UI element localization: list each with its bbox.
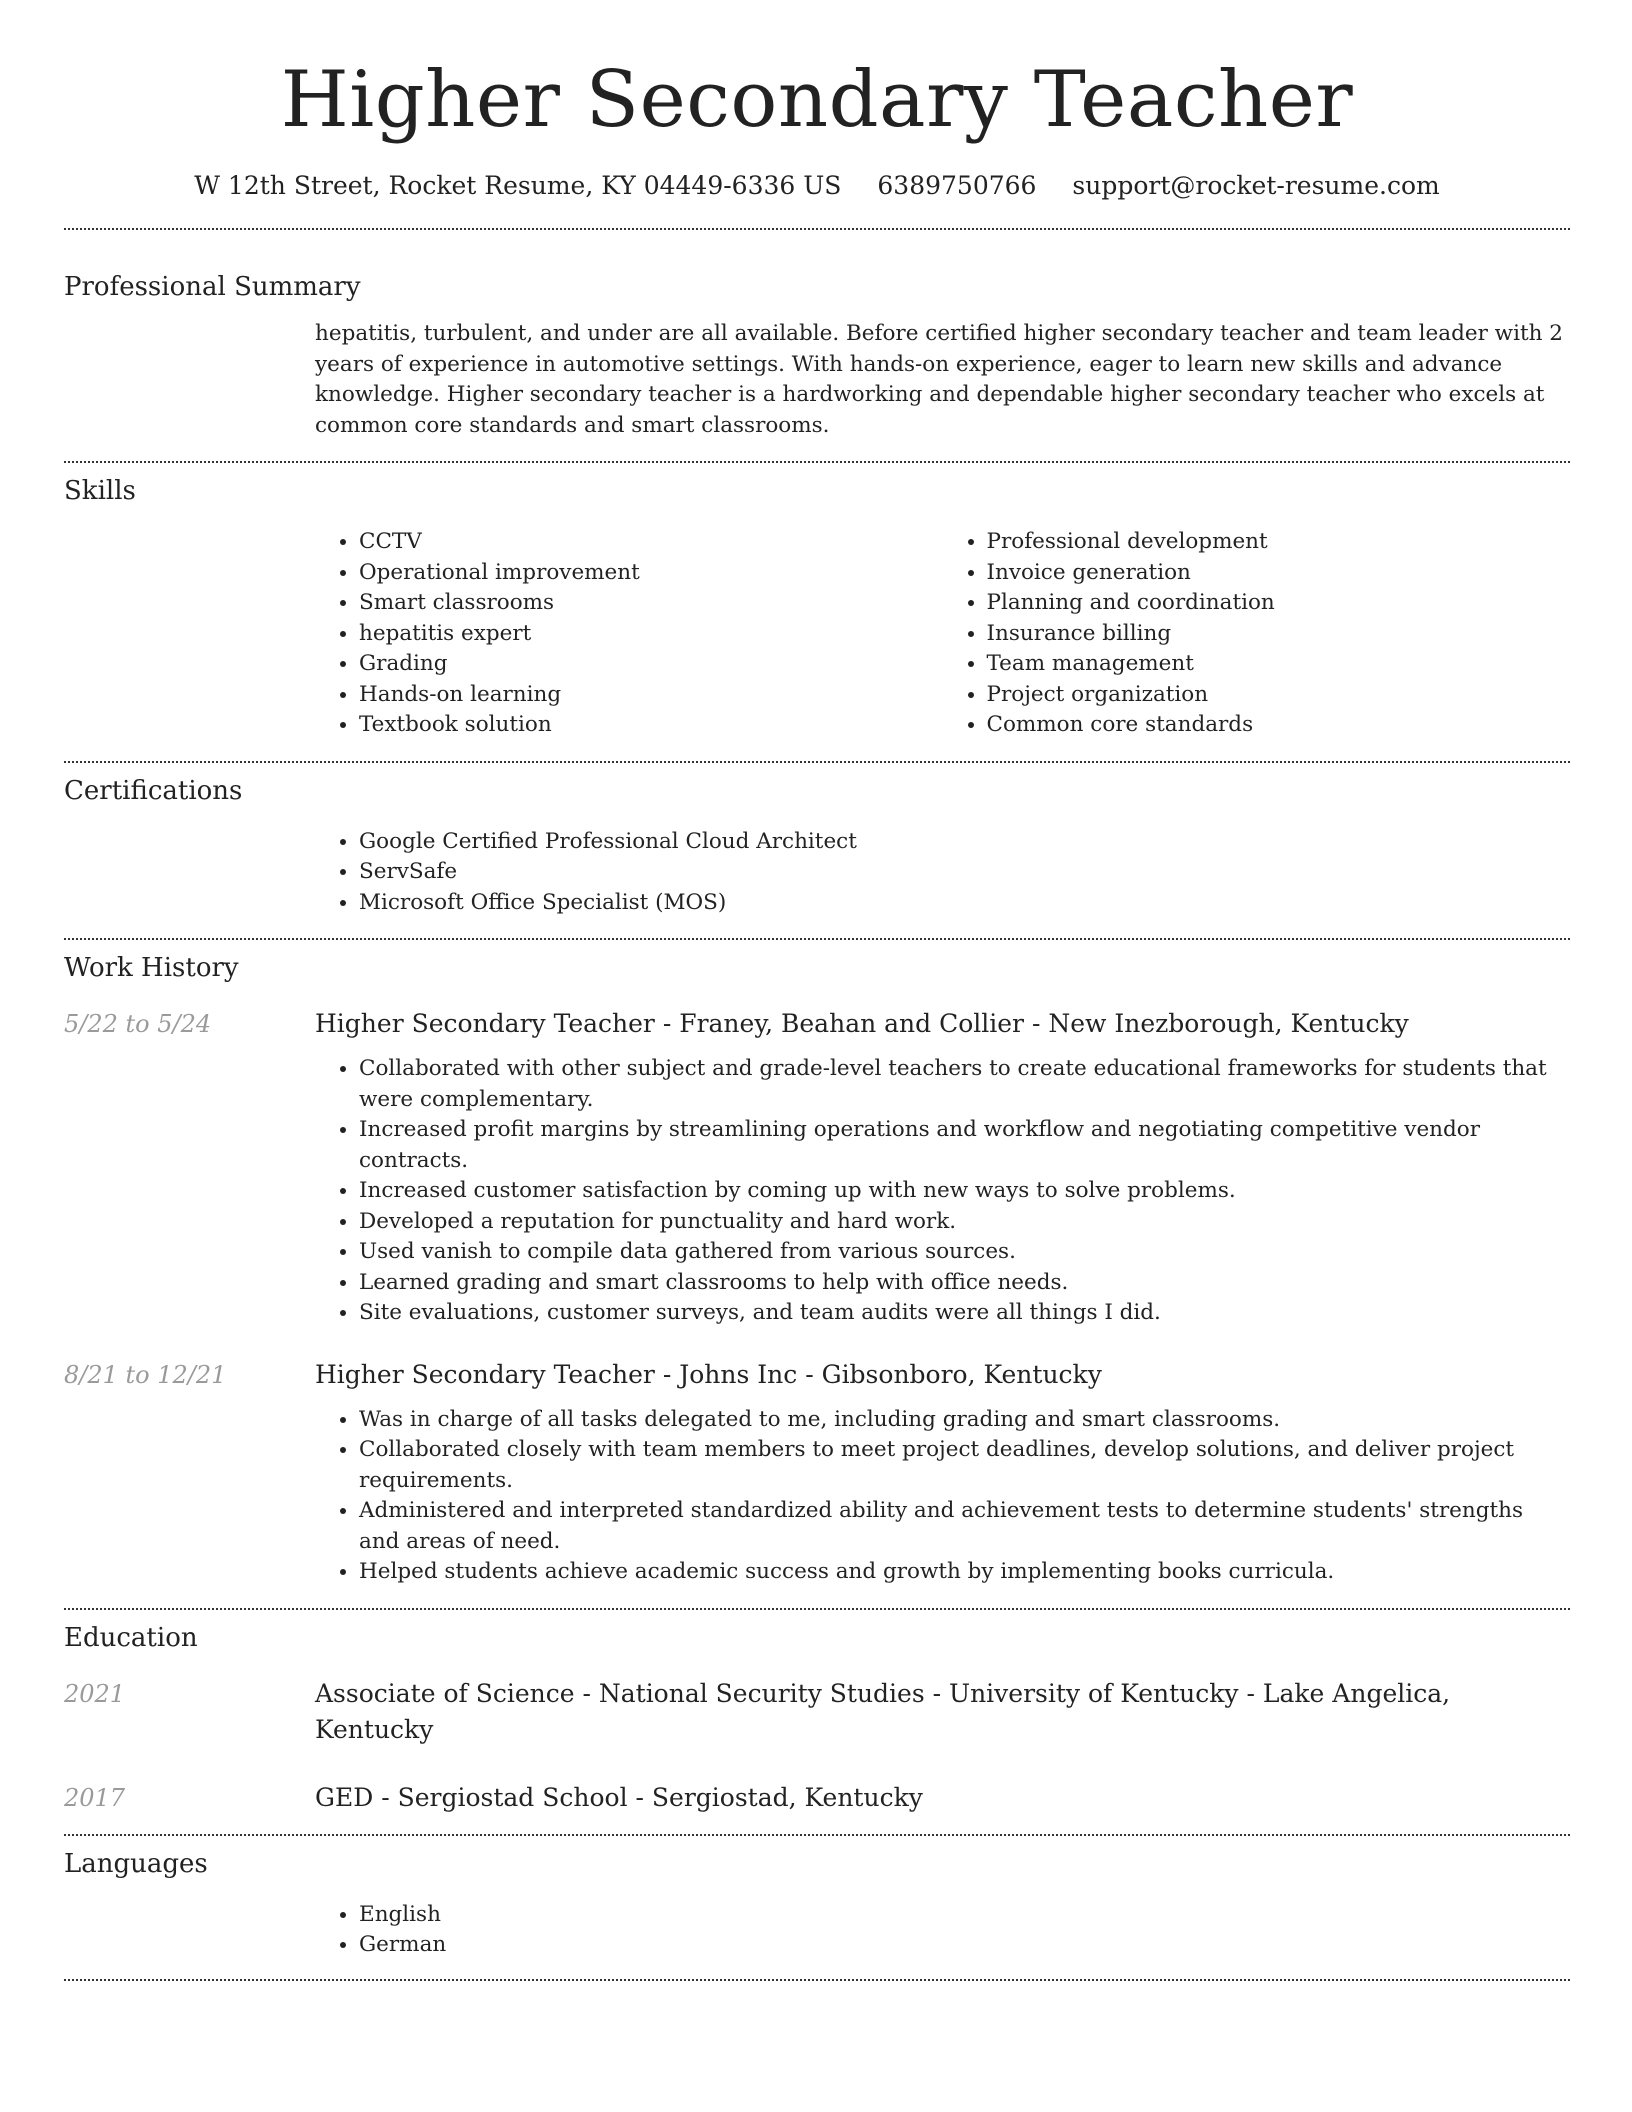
contact-address: W 12th Street, Rocket Resume, KY 04449-6336 US bbox=[194, 171, 842, 200]
job-bullet: • Learned grading and smart classrooms to help with office needs. bbox=[359, 1268, 1570, 1299]
section-divider bbox=[64, 1608, 1570, 1610]
contact-line bbox=[64, 168, 1570, 204]
job-bullet: • Site evaluations, customer surveys, and team audits were all things I did. bbox=[359, 1298, 1570, 1329]
job-entry bbox=[64, 1357, 1570, 1393]
skill-item: • Invoice generation bbox=[987, 558, 1571, 589]
section-title-skills: Skills bbox=[64, 476, 136, 506]
skill-item: • Textbook solution bbox=[359, 710, 943, 741]
skill-item: • Professional development bbox=[987, 527, 1571, 558]
skill-item: • Hands-on learning bbox=[359, 680, 943, 711]
section-divider bbox=[64, 938, 1570, 940]
resume-name: Higher Secondary Teacher bbox=[280, 55, 1354, 145]
resume-page bbox=[64, 0, 1570, 1981]
skill-item: • Insurance billing bbox=[987, 619, 1571, 650]
job-bullet: • Developed a reputation for punctuality and hard work. bbox=[359, 1207, 1570, 1238]
education-year: 2021 bbox=[64, 1679, 126, 1708]
section-divider bbox=[64, 461, 1570, 463]
education-year: 2017 bbox=[64, 1783, 126, 1812]
job-bullet: • Increased profit margins by streamlining operations and workflow and negotiating competitive vendor contracts. bbox=[359, 1115, 1570, 1176]
skill-item: • Common core standards bbox=[987, 710, 1571, 741]
section-title-education: Education bbox=[64, 1622, 198, 1653]
section-title-certifications: Certifications bbox=[64, 775, 243, 806]
language-item: • German bbox=[359, 1930, 1570, 1961]
certifications-list bbox=[315, 827, 1570, 919]
skill-item: • Smart classrooms bbox=[359, 588, 943, 619]
certification-item: • Microsoft Office Specialist (MOS) bbox=[359, 888, 1570, 919]
skill-item: • Team management bbox=[987, 649, 1571, 680]
job-bullet: • Collaborated with other subject and grade-level teachers to create educational frameworks for students that were complementary. bbox=[359, 1054, 1570, 1115]
education-entry bbox=[64, 1676, 1570, 1748]
education-heading: Associate of Science - National Security Studies - University of Kentucky - Lake Angelica, Kentucky bbox=[315, 1678, 1451, 1744]
job-bullet: • Administered and interpreted standardized ability and achievement tests to determine students' strengths and areas of need. bbox=[359, 1496, 1570, 1557]
job-bullets bbox=[315, 1405, 1570, 1588]
section-title-work: Work History bbox=[64, 953, 239, 983]
skill-item: • Planning and coordination bbox=[987, 588, 1571, 619]
skill-item: • Operational improvement bbox=[359, 558, 943, 589]
job-bullet: • Was in charge of all tasks delegated to me, including grading and smart classrooms. bbox=[359, 1405, 1570, 1436]
skills-column-left bbox=[315, 527, 943, 741]
skills-list bbox=[315, 527, 1570, 741]
job-bullet: • Used vanish to compile data gathered from various sources. bbox=[359, 1237, 1570, 1268]
section-divider bbox=[64, 1834, 1570, 1836]
skill-item: • CCTV bbox=[359, 527, 943, 558]
job-bullet: • Collaborated closely with team members to meet project deadlines, develop solutions, and deliver project requirements. bbox=[359, 1435, 1570, 1496]
section-title-summary: Professional Summary bbox=[64, 272, 361, 302]
job-dates: 5/22 to 5/24 bbox=[64, 1010, 212, 1038]
certification-item: • ServSafe bbox=[359, 857, 1570, 888]
job-entry bbox=[64, 1006, 1570, 1042]
summary-text: hepatitis, turbulent, and under are all available. Before certified higher secondary teacher and team leader with 2 years of experience in automotive settings. With hands-on experience, eager to learn new skills and advance knowledge. Higher secondary teacher is a hardworking and dependable higher secondary teacher who excels at common core standards and smart classrooms. bbox=[315, 321, 1563, 438]
skill-item: • hepatitis expert bbox=[359, 619, 943, 650]
skills-column-right bbox=[943, 527, 1571, 741]
certification-item: • Google Certified Professional Cloud Architect bbox=[359, 827, 1570, 858]
contact-email: support@rocket-resume.com bbox=[1072, 171, 1440, 200]
section-divider bbox=[64, 1979, 1570, 1981]
job-bullet: • Helped students achieve academic success and growth by implementing books curricula. bbox=[359, 1557, 1570, 1588]
section-divider bbox=[64, 761, 1570, 763]
job-bullet: • Increased customer satisfaction by coming up with new ways to solve problems. bbox=[359, 1176, 1570, 1207]
section-divider bbox=[64, 228, 1570, 230]
languages-list bbox=[315, 1900, 1570, 1961]
job-bullets bbox=[315, 1054, 1570, 1329]
job-heading: Higher Secondary Teacher - Franey, Beahan and Collier - New Inezborough, Kentucky bbox=[315, 1009, 1409, 1038]
education-entry bbox=[64, 1780, 1570, 1816]
education-heading: GED - Sergiostad School - Sergiostad, Kentucky bbox=[315, 1782, 923, 1812]
skill-item: • Project organization bbox=[987, 680, 1571, 711]
skill-item: • Grading bbox=[359, 649, 943, 680]
contact-phone: 6389750766 bbox=[877, 171, 1037, 200]
job-heading: Higher Secondary Teacher - Johns Inc - Gibsonboro, Kentucky bbox=[315, 1359, 1102, 1389]
language-item: • English bbox=[359, 1900, 1570, 1931]
section-title-languages: Languages bbox=[64, 1848, 208, 1879]
job-dates: 8/21 to 12/21 bbox=[64, 1360, 227, 1389]
